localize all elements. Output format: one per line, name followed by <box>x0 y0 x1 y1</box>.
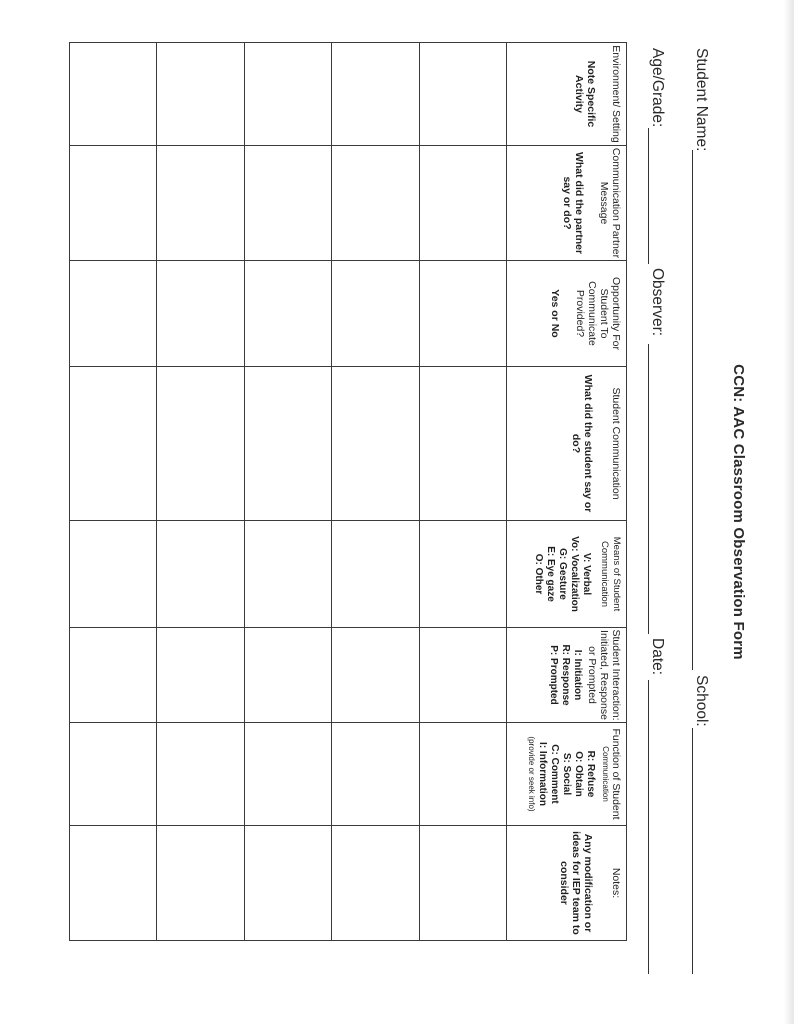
column-title: Communication Partner Message <box>598 147 622 259</box>
table-cell[interactable] <box>332 723 419 826</box>
column-description: What did the partner say or do? <box>561 151 585 255</box>
table-cell[interactable] <box>244 628 331 723</box>
code-gesture: G: Gesture <box>557 548 568 600</box>
table-row <box>332 43 419 941</box>
school-line[interactable] <box>692 728 693 974</box>
code-refuse: R: Refuse <box>585 750 596 798</box>
code-obtain: O: Obtain <box>573 751 584 797</box>
table-cell[interactable] <box>157 723 244 826</box>
table-cell[interactable] <box>332 261 419 367</box>
table-cell[interactable] <box>157 261 244 367</box>
age-grade-line[interactable] <box>648 128 649 264</box>
column-header-means <box>507 521 627 628</box>
column-header-partner-message <box>507 146 627 261</box>
table-row <box>70 43 157 941</box>
table-cell[interactable] <box>419 521 506 628</box>
code-vocalization: Vo: Vocalization <box>569 536 580 612</box>
observer-label: Observer: <box>649 268 666 337</box>
table-cell[interactable] <box>419 826 506 941</box>
column-header-environment <box>507 43 627 146</box>
table-cell[interactable] <box>157 367 244 521</box>
code-social: S: Social <box>561 752 572 796</box>
code-comment: C: Comment <box>549 744 560 804</box>
date-line[interactable] <box>648 680 649 974</box>
table-cell[interactable] <box>70 261 157 367</box>
table-cell[interactable] <box>244 826 331 941</box>
table-cell[interactable] <box>419 43 506 146</box>
age-grade-label: Age/Grade: <box>649 48 666 128</box>
header-row <box>507 43 627 941</box>
table-cell[interactable] <box>332 628 419 723</box>
table-cell[interactable] <box>70 146 157 261</box>
code-information: I: Information <box>537 742 548 806</box>
column-description: Yes or No <box>549 289 561 338</box>
column-header-notes <box>507 826 627 941</box>
column-title: Student Communication <box>610 387 622 500</box>
table-cell[interactable] <box>244 521 331 628</box>
table-cell[interactable] <box>244 367 331 521</box>
date-label: Date: <box>649 638 666 676</box>
column-header-opportunity <box>507 261 627 367</box>
column-title: Function of Student <box>610 728 622 820</box>
code-verbal: V: Verbal <box>581 552 592 596</box>
column-description: Any modification or ideas for IEP team to consider <box>558 831 594 935</box>
code-response: R: Response <box>560 644 571 706</box>
column-header-interaction <box>507 628 627 723</box>
form-title: CCN: AAC Classroom Observation Form <box>730 364 747 660</box>
table-row <box>157 43 244 941</box>
observer-line[interactable] <box>648 344 649 634</box>
code-prompted: P: Prompted <box>548 645 559 705</box>
table-row <box>419 43 506 941</box>
column-title: Notes: <box>610 867 622 899</box>
table-cell[interactable] <box>157 521 244 628</box>
table-cell[interactable] <box>419 261 506 367</box>
table-cell[interactable] <box>70 43 157 146</box>
code-note: (provide or seek info) <box>527 736 536 812</box>
student-name-label: Student Name: <box>693 48 710 152</box>
table-row <box>244 43 331 941</box>
column-description: Note Specific Activity <box>573 60 597 128</box>
school-label: School: <box>693 675 710 727</box>
table-cell[interactable] <box>157 43 244 146</box>
column-subtitle: Communication <box>601 746 610 802</box>
code-initiation: I: Initiation <box>572 649 583 701</box>
table-cell[interactable] <box>157 628 244 723</box>
table-cell[interactable] <box>332 826 419 941</box>
table-cell[interactable] <box>332 146 419 261</box>
table-cell[interactable] <box>419 628 506 723</box>
table-cell[interactable] <box>70 723 157 826</box>
table-cell[interactable] <box>332 521 419 628</box>
table-cell[interactable] <box>332 43 419 146</box>
table-cell[interactable] <box>157 146 244 261</box>
column-header-student-communication <box>507 367 627 521</box>
code-other: O: Other <box>533 553 544 595</box>
table-cell[interactable] <box>244 723 331 826</box>
table-cell[interactable] <box>157 826 244 941</box>
column-header-function <box>507 723 627 826</box>
column-title: Environment/ Setting <box>610 45 622 143</box>
student-name-line[interactable] <box>692 150 693 670</box>
table-cell[interactable] <box>419 723 506 826</box>
table-cell[interactable] <box>70 521 157 628</box>
observation-table <box>69 42 627 941</box>
column-title: Means of Student Communication <box>599 536 622 612</box>
table-cell[interactable] <box>332 367 419 521</box>
column-description: What did the student say or do? <box>570 374 594 513</box>
column-title: Opportunity For Student To Communicate Provided? <box>574 277 622 350</box>
table-cell[interactable] <box>244 146 331 261</box>
table-cell[interactable] <box>70 826 157 941</box>
table-cell[interactable] <box>244 261 331 367</box>
table-cell[interactable] <box>70 367 157 521</box>
code-eye-gaze: E: Eye gaze <box>545 546 556 602</box>
column-title: Student Interaction: Initiated, Response or Prompted <box>586 629 622 721</box>
table-cell[interactable] <box>244 43 331 146</box>
table-cell[interactable] <box>70 628 157 723</box>
table-cell[interactable] <box>419 367 506 521</box>
table-cell[interactable] <box>419 146 506 261</box>
